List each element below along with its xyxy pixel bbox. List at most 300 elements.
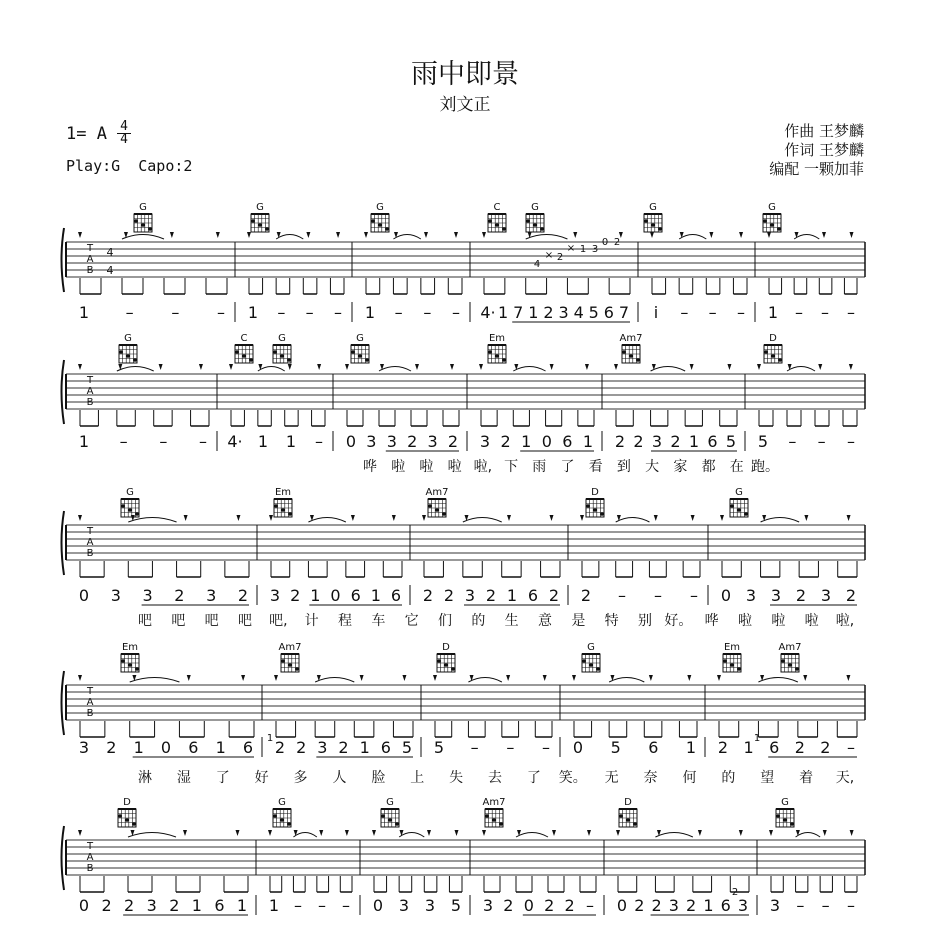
chord-finger-dot <box>358 354 362 358</box>
jianpu-note: 2 <box>544 896 555 915</box>
lyric-syllable: 去 <box>488 770 502 786</box>
chord-finger-dot <box>118 814 122 818</box>
chord-finger-dot <box>651 223 655 227</box>
jianpu-note: 1 <box>506 586 518 605</box>
jianpu-note: 3 <box>427 432 438 451</box>
chord-name: Am7 <box>425 487 449 498</box>
chord-finger-dot <box>596 667 600 671</box>
chord-finger-dot <box>249 358 253 362</box>
chord-finger-dot <box>499 822 503 826</box>
strum-arrow <box>849 364 853 370</box>
strum-arrow <box>351 515 355 521</box>
jianpu-note: 2 <box>794 738 805 757</box>
strum-arrow <box>804 515 808 521</box>
strum-arrow <box>170 232 174 238</box>
jianpu-note: 2 <box>795 586 807 605</box>
tab-clef-letter: B <box>86 708 94 719</box>
chord-finger-dot <box>388 818 392 822</box>
tab-clef-letter: A <box>86 537 94 548</box>
jianpu-note: 0 <box>523 896 534 915</box>
jianpu-note: 3 <box>479 432 491 451</box>
chord-name: G <box>278 797 286 808</box>
system-bracket <box>62 360 65 424</box>
strum-arrow <box>183 830 187 836</box>
strum-arrow <box>187 675 191 681</box>
jianpu-note: 2 <box>407 432 418 451</box>
chord-finger-dot <box>235 350 239 354</box>
strum-arrow <box>427 830 431 836</box>
chord-finger-dot <box>485 814 489 818</box>
lyric-syllable: 哗 <box>363 459 377 475</box>
fret-number: 2 <box>613 237 621 248</box>
jianpu-note: 2 <box>500 432 511 451</box>
strum-arrow <box>433 675 437 681</box>
jianpu-note: 2 <box>634 896 645 915</box>
chord-finger-dot <box>126 354 130 358</box>
chord-finger-dot <box>273 814 277 818</box>
lyric-syllable: 了 <box>526 770 541 786</box>
chord-finger-dot <box>495 354 499 358</box>
chord-name: G <box>386 797 394 808</box>
lyric-syllable: 看 <box>588 459 603 475</box>
chord-name: G <box>531 202 539 213</box>
tie-arc <box>616 518 650 523</box>
chord-name: Em <box>274 487 292 498</box>
jianpu-note: 1 <box>215 738 226 757</box>
jianpu-note: 0 <box>330 586 341 605</box>
strum-arrow <box>455 830 459 836</box>
jianpu-note: – <box>217 303 225 322</box>
strum-arrow <box>709 232 713 238</box>
jianpu-note: – <box>452 303 460 322</box>
tab-time-bottom: 4 <box>106 264 114 277</box>
lyric-syllable: 们 <box>438 613 452 629</box>
tab-clef-letter: T <box>86 526 94 537</box>
tie-arc <box>758 678 797 683</box>
chord-finger-dot <box>141 223 145 227</box>
arranger-credit: 编配 一颗加菲 <box>769 160 864 178</box>
jianpu-note: – <box>342 896 350 915</box>
fret-number: 2 <box>731 887 739 898</box>
chord-finger-dot <box>589 663 593 667</box>
jianpu-note: – <box>305 303 314 322</box>
jianpu-note: 1 <box>78 303 90 322</box>
strum-arrow <box>402 675 406 681</box>
chord-finger-dot <box>351 350 355 354</box>
strum-arrow <box>649 675 653 681</box>
jianpu-note: 1 <box>359 738 370 757</box>
strum-arrow <box>572 675 576 681</box>
jianpu-note: 2 <box>651 896 662 915</box>
song-artist: 刘文正 <box>439 95 491 115</box>
chord-finger-dot <box>778 358 782 362</box>
chord-finger-dot <box>444 663 448 667</box>
lyric-syllable: 的 <box>721 770 736 786</box>
song-title: 雨中即景 <box>411 59 519 90</box>
lyric-syllable: 人 <box>332 770 347 786</box>
chord-finger-dot <box>128 508 132 512</box>
chord-finger-dot <box>540 227 544 231</box>
strum-arrow <box>720 515 724 521</box>
strum-arrow <box>616 830 620 836</box>
composer-credit: 作曲 王梦麟 <box>784 122 864 140</box>
fret-number: 0 <box>601 237 609 248</box>
capo: Capo:2 <box>138 157 193 175</box>
jianpu-note: 2 <box>447 432 459 451</box>
strum-arrow <box>850 830 854 836</box>
chord-finger-dot <box>723 659 727 663</box>
strum-arrow <box>552 830 556 836</box>
jianpu-note: 5 <box>757 432 769 451</box>
jianpu-note: 1 <box>528 303 539 322</box>
chord-finger-dot <box>744 512 748 516</box>
jianpu-note: – <box>821 303 829 322</box>
strum-arrow <box>422 515 426 521</box>
strum-arrow <box>372 830 376 836</box>
chord-finger-dot <box>135 512 139 516</box>
jianpu-note: – <box>680 303 689 322</box>
strum-arrow <box>847 515 851 521</box>
strum-arrow <box>184 515 188 521</box>
fret-number: 1 <box>579 244 587 255</box>
chord-finger-dot <box>626 818 630 822</box>
jianpu-note: 5 <box>588 303 599 322</box>
jianpu-note: – <box>847 303 855 322</box>
chord-finger-dot <box>385 227 389 231</box>
strum-arrow <box>319 830 323 836</box>
strum-arrow <box>288 364 292 370</box>
tab-clef-letter: B <box>86 548 94 559</box>
lyric-syllable: 啦 <box>804 613 819 629</box>
jianpu-note: – <box>817 432 826 451</box>
lyric-syllable: 都 <box>701 459 716 475</box>
strum-arrow <box>650 232 654 238</box>
jianpu-note: 1 <box>521 432 532 451</box>
chord-name: G <box>587 642 595 653</box>
strum-arrow <box>690 364 694 370</box>
jianpu-note: 3 <box>424 896 436 915</box>
jianpu-note: – <box>171 303 180 322</box>
jianpu-note: – <box>708 303 717 322</box>
fret-number: × <box>544 250 554 261</box>
jianpu-note: 4· <box>480 303 496 322</box>
jianpu-note: 1 <box>236 896 248 915</box>
jianpu-note: 3 <box>820 586 832 605</box>
lyric-syllable: 大 <box>645 459 660 475</box>
jianpu-note: 7 <box>513 303 524 322</box>
jianpu-note: – <box>654 586 662 605</box>
chord-name: G <box>256 202 264 213</box>
chord-name: D <box>769 333 777 344</box>
lyric-syllable: 吧 <box>171 613 186 629</box>
chord-name: G <box>768 202 776 213</box>
jianpu-note: 4· <box>227 432 243 451</box>
chord-finger-dot <box>492 818 496 822</box>
jianpu-note: 1 <box>257 432 269 451</box>
chord-name: Am7 <box>778 642 802 653</box>
jianpu-note: – <box>334 303 342 322</box>
chord-name: G <box>124 333 132 344</box>
tab-clef-letter: T <box>86 243 94 254</box>
chord-finger-dot <box>288 663 292 667</box>
chord-finger-dot <box>764 350 768 354</box>
jianpu-note: 2 <box>174 586 185 605</box>
jianpu-note: 1 <box>364 303 376 322</box>
chord-name: Em <box>723 642 741 653</box>
jianpu-note: – <box>586 896 594 915</box>
strum-arrow <box>767 232 771 238</box>
strum-arrow <box>336 232 340 238</box>
lyric-syllable: 望 <box>760 770 775 786</box>
strum-arrow <box>306 232 310 238</box>
lyric-syllable: 着 <box>799 770 814 786</box>
strum-arrow <box>687 675 691 681</box>
jianpu-note: – <box>159 432 168 451</box>
jianpu-note: 5 <box>725 432 737 451</box>
chord-finger-dot <box>633 822 637 826</box>
chord-name: Em <box>121 642 139 653</box>
lyric-syllable: 吧 <box>138 613 152 629</box>
lyric-syllable: 到 <box>616 459 631 475</box>
tie-arc <box>468 678 501 683</box>
chord-finger-dot <box>442 512 446 516</box>
chord-finger-dot <box>281 659 285 663</box>
chord-finger-dot <box>770 223 774 227</box>
lyric-syllable: 程 <box>338 613 352 629</box>
chord-finger-dot <box>788 663 792 667</box>
jianpu-note: – <box>847 896 855 915</box>
jianpu-note: 3 <box>206 586 217 605</box>
tab-clef-letter: B <box>86 397 94 408</box>
strum-arrow <box>757 364 761 370</box>
jianpu-note: 6 <box>527 586 539 605</box>
jianpu-note: 1 <box>370 586 381 605</box>
chord-finger-dot <box>586 504 590 508</box>
strum-arrow <box>482 830 486 836</box>
chord-name: Am7 <box>482 797 506 808</box>
chord-finger-dot <box>280 818 284 822</box>
lyric-syllable: 在 <box>729 459 744 475</box>
jianpu-note: 5 <box>433 738 445 757</box>
jianpu-note: – <box>847 432 855 451</box>
chord-name: C <box>493 202 501 213</box>
lyric-syllable: 吧 <box>238 613 252 629</box>
jianpu-note: 0 <box>572 738 584 757</box>
chord-finger-dot <box>629 354 633 358</box>
strum-arrow <box>247 232 251 238</box>
chord-finger-dot <box>287 358 291 362</box>
strum-arrow <box>550 515 554 521</box>
strum-arrow <box>159 364 163 370</box>
chord-name: D <box>442 642 450 653</box>
tie-arc <box>516 833 548 838</box>
lyric-syllable: 笑。 <box>558 770 587 786</box>
chord-finger-dot <box>488 219 492 223</box>
tie-arc <box>128 518 176 523</box>
jianpu-note: 1 <box>285 432 297 451</box>
tie-arc <box>258 367 285 372</box>
tie-arc <box>794 235 819 240</box>
strum-arrow <box>587 830 591 836</box>
strum-arrow <box>818 364 822 370</box>
chord-finger-dot <box>274 504 278 508</box>
tie-arc <box>787 367 815 372</box>
chord-name: G <box>278 333 286 344</box>
jianpu-note: 3 <box>770 586 782 605</box>
jianpu-note: – <box>618 586 626 605</box>
jianpu-note: 2 <box>580 586 592 605</box>
tab-clef-letter: A <box>86 697 94 708</box>
chord-finger-dot <box>781 659 785 663</box>
tab-clef-letter: T <box>86 686 94 697</box>
jianpu-note: 2 <box>686 896 697 915</box>
chord-finger-dot <box>730 663 734 667</box>
chord-finger-dot <box>644 219 648 223</box>
chord-finger-dot <box>121 659 125 663</box>
strum-arrow <box>269 515 273 521</box>
jianpu-note: – <box>795 303 803 322</box>
jianpu-note: 1 <box>703 896 714 915</box>
strum-arrow <box>78 232 82 238</box>
strum-arrow <box>236 830 240 836</box>
jianpu-note: – <box>788 432 797 451</box>
chord-finger-dot <box>242 354 246 358</box>
chord-finger-dot <box>288 512 292 516</box>
jianpu-note: 6 <box>648 738 659 757</box>
jianpu-note: 0 <box>372 896 384 915</box>
tie-arc <box>679 235 706 240</box>
play-key: Play:G <box>66 157 121 175</box>
tie-arc <box>513 367 545 372</box>
jianpu-note: 6 <box>562 432 573 451</box>
strum-arrow <box>392 515 396 521</box>
strum-arrow <box>506 675 510 681</box>
tie-arc <box>117 367 154 372</box>
jianpu-note: 2 <box>443 586 455 605</box>
tie-arc <box>308 518 345 523</box>
lyric-syllable: 好 <box>254 770 269 786</box>
lyric-syllable: 意 <box>538 613 552 629</box>
key-signature: 1= A <box>66 124 107 144</box>
chord-finger-dot <box>526 219 530 223</box>
jianpu-note: 1 <box>133 738 144 757</box>
jianpu-note: 6 <box>603 303 614 322</box>
strum-arrow <box>654 515 658 521</box>
tab-clef-letter: A <box>86 386 94 397</box>
chord-finger-dot <box>133 358 137 362</box>
lyric-syllable: 好。 <box>664 613 693 629</box>
strum-arrow <box>78 515 82 521</box>
jianpu-note: 1 <box>191 896 202 915</box>
chord-name: G <box>735 487 743 498</box>
chord-finger-dot <box>737 508 741 512</box>
chord-finger-dot <box>435 508 439 512</box>
jianpu-note: 2 <box>124 896 135 915</box>
lyric-syllable: 啦, <box>835 613 855 629</box>
chord-finger-dot <box>622 350 626 354</box>
strum-arrow <box>268 830 272 836</box>
jianpu-note: – <box>125 303 134 322</box>
fret-number: 4 <box>533 259 541 270</box>
lyric-syllable: 吧, <box>269 613 288 629</box>
jianpu-note: 3 <box>737 896 749 915</box>
jianpu-note: 7 <box>618 303 630 322</box>
strum-arrow <box>236 515 240 521</box>
jianpu-note: 2 <box>564 896 575 915</box>
strum-arrow <box>241 675 245 681</box>
lyric-syllable: 啦 <box>738 613 752 629</box>
jianpu-note: 3 <box>464 586 476 605</box>
chord-finger-dot <box>593 508 597 512</box>
jianpu-note: 2 <box>717 738 729 757</box>
chord-finger-dot <box>280 354 284 358</box>
lyric-syllable: 的 <box>471 613 486 629</box>
strum-arrow <box>364 232 368 238</box>
strum-arrow <box>199 364 203 370</box>
strum-arrow <box>769 830 773 836</box>
chord-name: G <box>126 487 134 498</box>
tab-clef-letter: B <box>86 265 94 276</box>
strum-arrow <box>479 364 483 370</box>
fret-number: × <box>566 243 576 254</box>
chord-finger-dot <box>582 659 586 663</box>
chord-finger-dot <box>730 504 734 508</box>
strum-arrow <box>345 830 349 836</box>
lyric-syllable: 下 <box>504 459 519 475</box>
jianpu-note: – <box>318 896 326 915</box>
tie-arc <box>379 367 411 372</box>
tie-arc <box>399 833 424 838</box>
chord-finger-dot <box>658 227 662 231</box>
jianpu-note: 2 <box>820 738 831 757</box>
jianpu-note: 2 <box>169 896 180 915</box>
chord-name: Am7 <box>278 642 302 653</box>
jianpu-note: 3 <box>668 896 679 915</box>
strum-arrow <box>850 232 854 238</box>
jianpu-note: 1 <box>498 303 509 322</box>
jianpu-note: 3 <box>398 896 410 915</box>
chord-finger-dot <box>134 219 138 223</box>
strum-arrow <box>614 364 618 370</box>
chord-finger-dot <box>488 350 492 354</box>
jianpu-note: 2 <box>274 738 286 757</box>
chord-finger-dot <box>281 508 285 512</box>
strum-arrow <box>739 232 743 238</box>
tie-arc <box>761 518 800 523</box>
lyric-syllable: 啦 <box>771 613 786 629</box>
strum-arrow <box>691 515 695 521</box>
chord-finger-dot <box>777 227 781 231</box>
chord-finger-dot <box>763 219 767 223</box>
tab-clef-letter: A <box>86 852 94 863</box>
strum-arrow <box>317 364 321 370</box>
jianpu-note: – <box>277 303 286 322</box>
tab-clef-letter: T <box>86 841 94 852</box>
system-bracket <box>62 671 65 735</box>
jianpu-note: 3 <box>78 738 90 757</box>
tab-clef-letter: T <box>86 375 94 386</box>
lyric-syllable: 淋 <box>138 770 152 786</box>
tie-arc <box>796 833 821 838</box>
jianpu-note: – <box>690 586 698 605</box>
strum-arrow <box>345 364 349 370</box>
jianpu-note: 3 <box>745 586 757 605</box>
jianpu-note: 0 <box>616 896 628 915</box>
tie-arc <box>293 833 316 838</box>
strum-arrow <box>360 675 364 681</box>
jianpu-note: 2 <box>106 738 117 757</box>
jianpu-note: – <box>542 738 550 757</box>
